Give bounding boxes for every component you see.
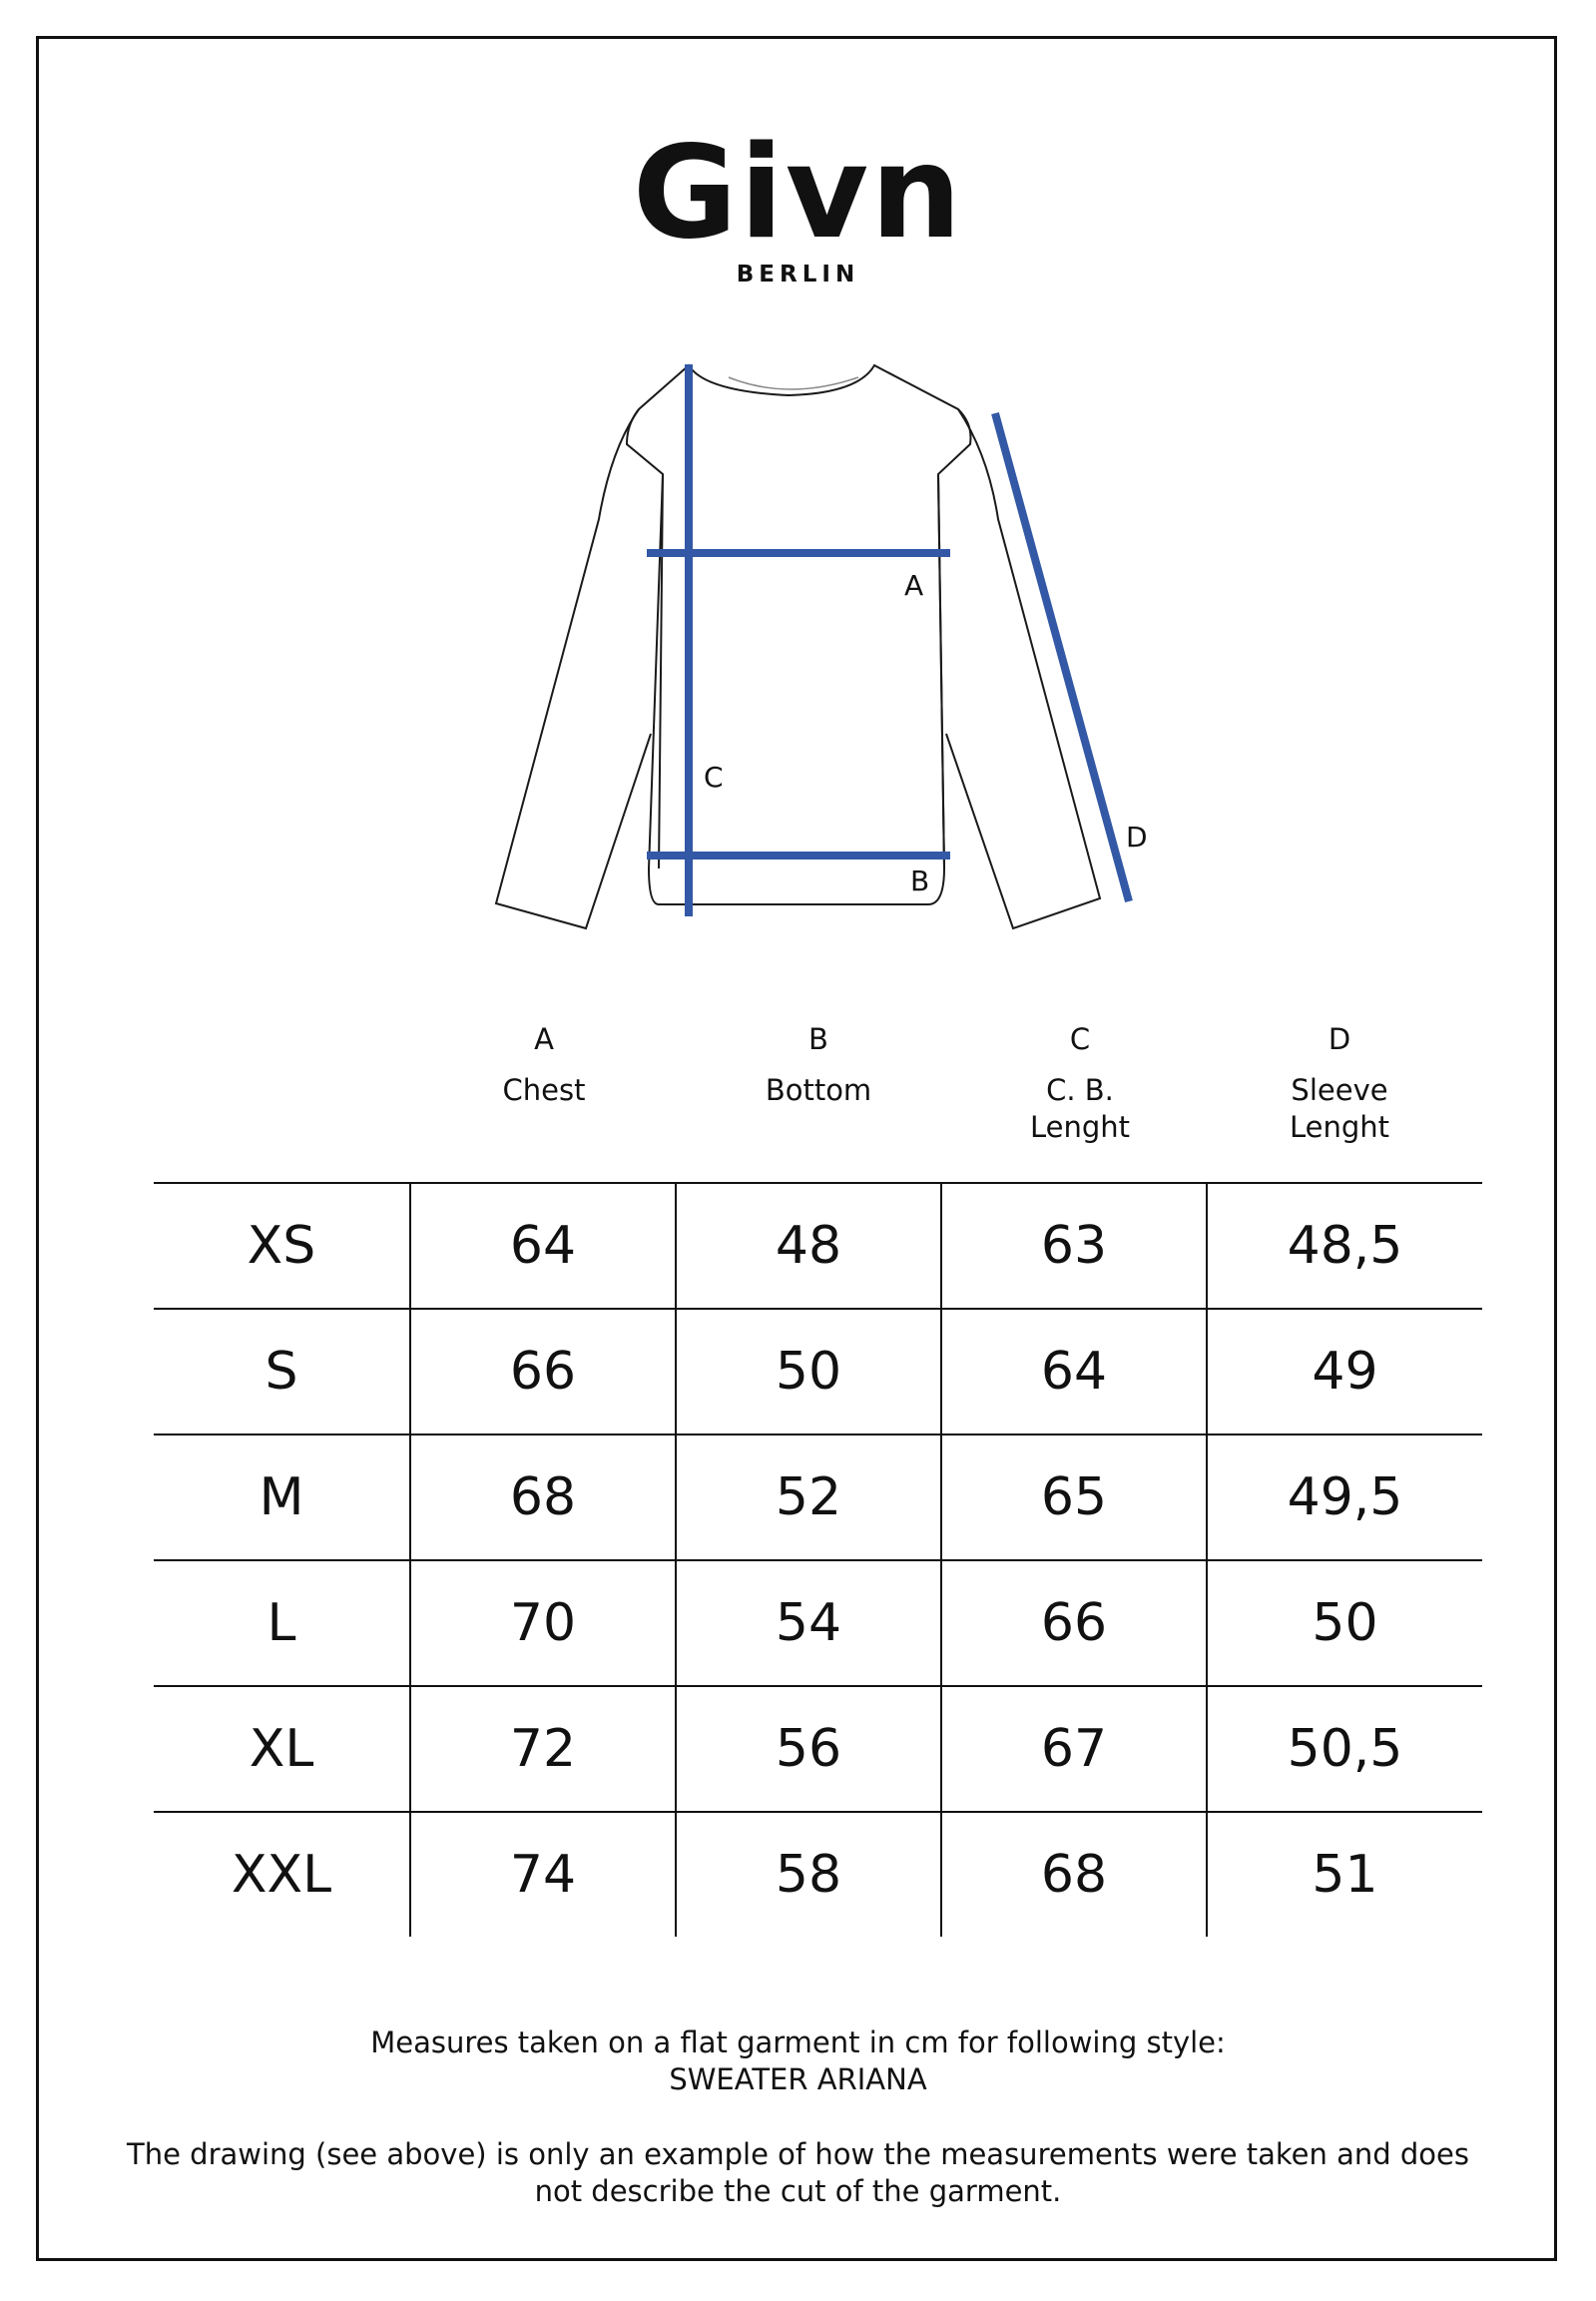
disclaimer-note: [60, 2136, 1536, 2210]
size-cell: XXL: [154, 1812, 410, 1937]
value-cell: 65: [941, 1435, 1207, 1560]
value-cell: 66: [941, 1560, 1207, 1686]
disclaimer-line: The drawing (see above) is only an example of how the measurements were taken and does: [127, 2137, 1469, 2171]
value-cell: 68: [410, 1435, 676, 1560]
size-table: [154, 1182, 1482, 1937]
value-cell: 64: [941, 1309, 1207, 1435]
table-row: [154, 1686, 1482, 1812]
column-header-bottom: B Bottom: [765, 1022, 872, 1107]
value-cell: 50: [1207, 1560, 1482, 1686]
value-cell: 58: [676, 1812, 941, 1937]
value-cell: 72: [410, 1686, 676, 1812]
sweater-outline: [496, 365, 1100, 928]
label-c: C: [704, 761, 724, 794]
label-b: B: [910, 864, 930, 897]
brand-city: BERLIN: [736, 262, 860, 288]
label-a: A: [904, 569, 924, 602]
disclaimer-line: not describe the cut of the garment.: [534, 2174, 1062, 2208]
measure-line-d: [995, 413, 1129, 901]
size-cell: M: [154, 1435, 410, 1560]
label-d: D: [1126, 821, 1148, 854]
column-header-chest: A Chest: [502, 1022, 586, 1107]
column-header-sleeve-length: D Sleeve Lenght: [1289, 1022, 1390, 1144]
value-cell: 74: [410, 1812, 676, 1937]
table-row: [154, 1183, 1482, 1309]
value-cell: 63: [941, 1183, 1207, 1309]
sweater-diagram: [0, 0, 1596, 958]
table-row: [154, 1560, 1482, 1686]
value-cell: 67: [941, 1686, 1207, 1812]
value-cell: 49,5: [1207, 1435, 1482, 1560]
style-name: SWEATER ARIANA: [669, 2062, 927, 2096]
value-cell: 50: [676, 1309, 941, 1435]
brand-logo: Givn: [632, 119, 964, 268]
table-row: [154, 1309, 1482, 1435]
value-cell: 56: [676, 1686, 941, 1812]
collar-seam: [729, 377, 858, 389]
column-header-cb-length: C C. B. Lenght: [1029, 1022, 1131, 1144]
value-cell: 49: [1207, 1309, 1482, 1435]
value-cell: 54: [676, 1560, 941, 1686]
value-cell: 66: [410, 1309, 676, 1435]
value-cell: 64: [410, 1183, 676, 1309]
value-cell: 48,5: [1207, 1183, 1482, 1309]
value-cell: 68: [941, 1812, 1207, 1937]
table-row: [154, 1435, 1482, 1560]
size-cell: L: [154, 1560, 410, 1686]
value-cell: 48: [676, 1183, 941, 1309]
value-cell: 51: [1207, 1812, 1482, 1937]
value-cell: 52: [676, 1435, 941, 1560]
size-cell: S: [154, 1309, 410, 1435]
value-cell: 50,5: [1207, 1686, 1482, 1812]
size-cell: XS: [154, 1183, 410, 1309]
measure-lines: [647, 364, 1129, 916]
table-row: [154, 1812, 1482, 1937]
measure-note: [60, 2024, 1536, 2098]
measure-note-line: Measures taken on a flat garment in cm for following style:: [370, 2025, 1226, 2059]
size-cell: XL: [154, 1686, 410, 1812]
value-cell: 70: [410, 1560, 676, 1686]
